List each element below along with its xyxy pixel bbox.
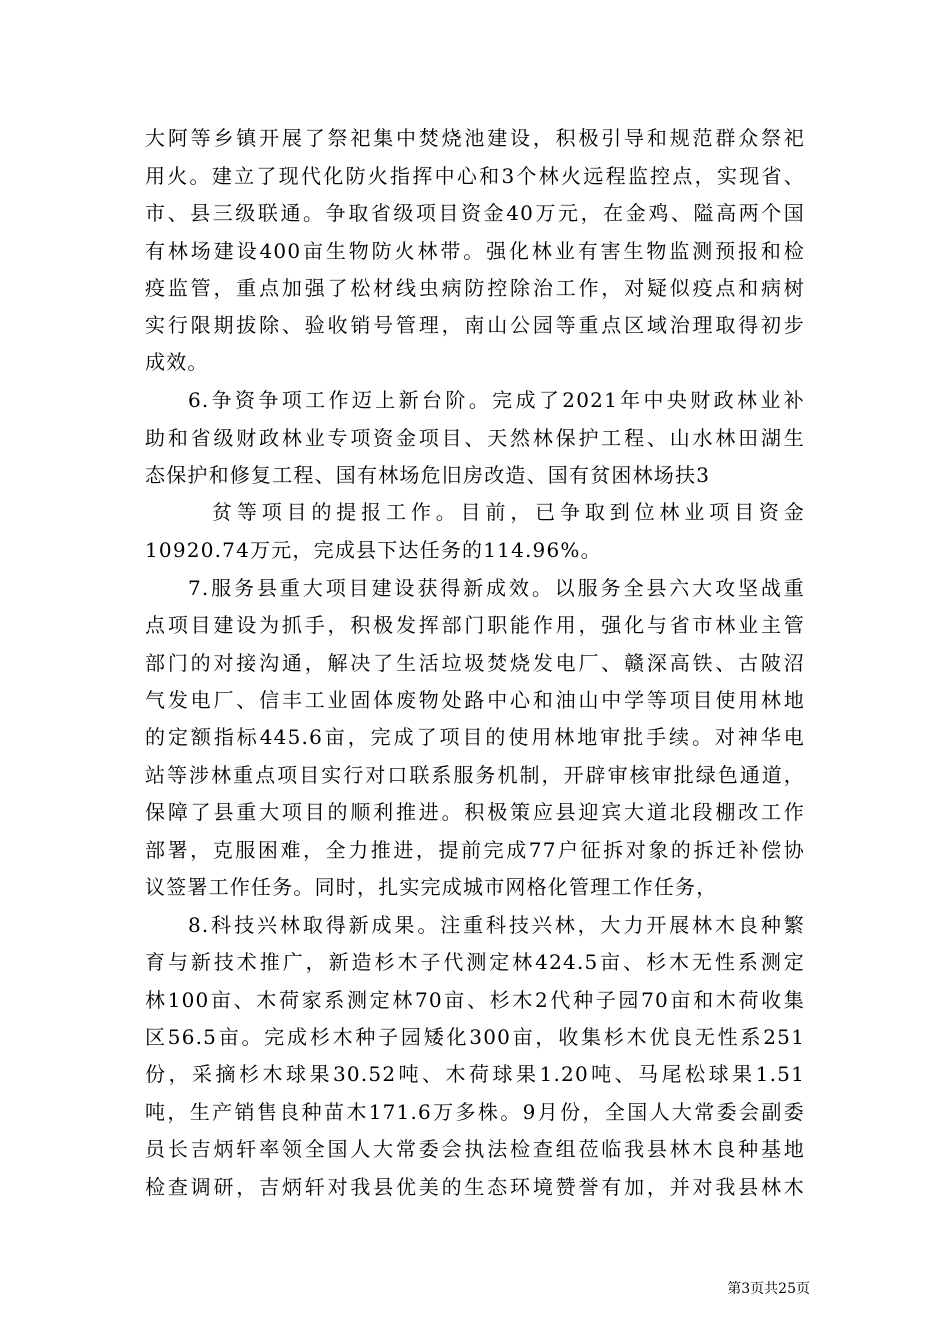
- text-line: 部署，克服困难，全力推进，提前完成77户征拆对象的拆迁补偿协: [145, 838, 805, 862]
- text-line: 疫监管，重点加强了松材线虫病防控除治工作，对疑似疫点和病树: [145, 276, 805, 300]
- text-line: 有林场建设400亩生物防火林带。强化林业有害生物监测预报和检: [145, 239, 805, 263]
- text-line: 10920.74万元，完成县下达任务的114.96%。: [145, 538, 602, 562]
- text-line: 贫等项目的提报工作。目前，已争取到位林业项目资金: [212, 500, 805, 524]
- text-line: 育与新技术推广，新造杉木子代测定林424.5亩、杉木无性系测定: [145, 950, 805, 974]
- text-line: 员长吉炳轩率领全国人大常委会执法检查组莅临我县林木良种基地: [145, 1137, 805, 1161]
- text-line: 气发电厂、信丰工业固体废物处路中心和油山中学等项目使用林地: [145, 688, 805, 712]
- text-line: 市、县三级联通。争取省级项目资金40万元，在金鸡、隘高两个国: [145, 201, 805, 225]
- paragraph-7-start: 7.服务县重大项目建设获得新成效。以服务全县六大攻坚战重: [188, 576, 805, 600]
- paragraph-6-start: 6.争资争项工作迈上新台阶。完成了2021年中央财政林业补: [188, 388, 805, 412]
- text-line: 议签署工作任务。同时，扎实完成城市网格化管理工作任务，: [145, 875, 718, 899]
- text-line: 用火。建立了现代化防火指挥中心和3个林火远程监控点，实现省、: [145, 164, 805, 188]
- text-line: 区56.5亩。完成杉木种子园矮化300亩，收集杉木优良无性系251: [145, 1025, 805, 1049]
- text-line: 检查调研，吉炳轩对我县优美的生态环境赞誉有加，并对我县林木: [145, 1175, 805, 1199]
- text-line: 部门的对接沟通，解决了生活垃圾焚烧发电厂、赣深高铁、古陂沼: [145, 651, 805, 675]
- text-line: 实行限期拔除、验收销号管理，南山公园等重点区域治理取得初步: [145, 313, 805, 337]
- text-line: 助和省级财政林业专项资金项目、天然林保护工程、山水林田湖生: [145, 426, 805, 450]
- text-line: 站等涉林重点项目实行对口联系服务机制，开辟审核审批绿色通道，: [145, 763, 805, 787]
- text-line: 吨，生产销售良种苗木171.6万多株。9月份，全国人大常委会副委: [145, 1100, 805, 1124]
- text-line: 林100亩、木荷家系测定林70亩、杉木2代种子园70亩和木荷收集: [145, 988, 805, 1012]
- text-line: 成效。: [145, 350, 209, 374]
- text-line: 的定额指标445.6亩，完成了项目的使用林地审批手续。对神华电: [145, 725, 805, 749]
- text-line: 份，采摘杉木球果30.52吨、木荷球果1.20吨、马尾松球果1.51: [145, 1062, 805, 1086]
- text-line: 点项目建设为抓手，积极发挥部门职能作用，强化与省市林业主管: [145, 613, 805, 637]
- page-number: 第3页共25页: [727, 1281, 810, 1297]
- text-line: 态保护和修复工程、国有林场危旧房改造、国有贫困林场扶3: [145, 463, 711, 487]
- text-line: 保障了县重大项目的顺利推进。积极策应县迎宾大道北段棚改工作: [145, 800, 805, 824]
- paragraph-8-start: 8.科技兴林取得新成果。注重科技兴林，大力开展林木良种繁: [188, 913, 805, 937]
- text-line: 大阿等乡镇开展了祭祀集中焚烧池建设，积极引导和规范群众祭祀: [145, 126, 805, 150]
